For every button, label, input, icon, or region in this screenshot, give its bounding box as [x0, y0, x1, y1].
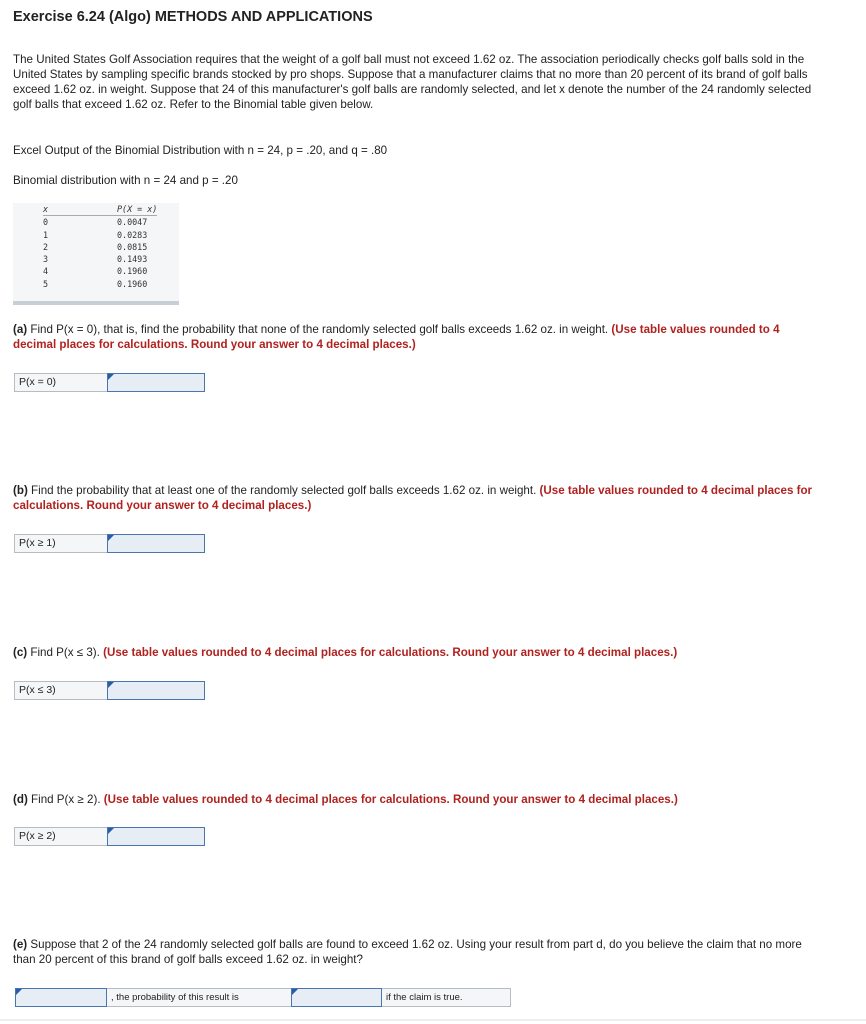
col-p-header: P(X = x) — [117, 204, 158, 214]
question-c — [13, 645, 813, 660]
answer-input-b[interactable] — [107, 534, 205, 553]
answer-e-end-text: if the claim is true. — [382, 988, 511, 1007]
table-row — [43, 278, 157, 290]
answer-label-b: P(x ≥ 1) — [14, 534, 107, 553]
answer-row-e — [15, 988, 511, 1007]
answer-label-d: P(x ≥ 2) — [14, 827, 107, 846]
table-row — [43, 253, 157, 265]
table-row — [43, 216, 157, 229]
select-flag-icon — [292, 989, 298, 995]
question-text: Find P(x ≥ 2). — [27, 793, 104, 806]
question-text: Find the probability that at least one of the randomly selected golf balls exceeds 1.62 oz. in weight. — [27, 484, 540, 497]
answer-row-b — [14, 534, 205, 553]
answer-row-d — [14, 827, 205, 846]
question-text: Find P(x = 0), that is, find the probability that none of the randomly selected golf balls exceeds 1.62 oz. in weight. — [27, 323, 612, 336]
cell-x: 5 — [43, 278, 49, 289]
question-label: (d) — [13, 793, 28, 806]
cell-p: 0.0815 — [117, 241, 148, 252]
question-instruction: (Use table values rounded to 4 decimal places for calculations. Round your answer to 4 decimal places.) — [13, 323, 780, 351]
binomial-distribution-line: Binomial distribution with n = 24 and p = .20 — [13, 174, 238, 187]
input-flag-icon — [108, 682, 114, 688]
input-flag-icon — [108, 535, 114, 541]
table-header-row — [43, 203, 157, 216]
col-x-header: x — [43, 203, 117, 216]
answer-select-e-2[interactable] — [291, 988, 382, 1007]
answer-e-mid-text: , the probability of this result is — [107, 988, 291, 1007]
cell-p: 0.0047 — [117, 217, 148, 228]
cell-p: 0.1960 — [117, 266, 148, 277]
question-a — [13, 322, 813, 352]
page-title: Exercise 6.24 (Algo) METHODS AND APPLICATIONS — [13, 9, 373, 25]
question-instruction: (Use table values rounded to 4 decimal places for calculations. Round your answer to 4 decimal places.) — [13, 484, 813, 512]
question-text: Suppose that 2 of the 24 randomly selected golf balls are found to exceed 1.62 oz. Using your result from part d, do you believe the claim that no more than 20 percent of this brand of golf balls exceed 1.62 oz. in weight? — [13, 938, 802, 966]
question-d — [13, 792, 813, 807]
question-label: (b) — [13, 484, 28, 497]
answer-label-a: P(x = 0) — [14, 373, 107, 392]
cell-p: 0.1493 — [117, 254, 148, 265]
answer-label-c: P(x ≤ 3) — [14, 681, 107, 700]
table-row — [43, 265, 157, 277]
binomial-table — [13, 203, 179, 305]
question-b — [13, 483, 813, 513]
select-flag-icon — [16, 989, 22, 995]
answer-row-c — [14, 681, 205, 700]
answer-select-e-1[interactable] — [15, 988, 107, 1007]
input-flag-icon — [108, 374, 114, 380]
cell-x: 0 — [43, 217, 49, 228]
page-bottom-divider — [0, 1019, 866, 1021]
question-instruction: (Use table values rounded to 4 decimal places for calculations. Round your answer to 4 decimal places.) — [103, 646, 678, 659]
cell-x: 2 — [43, 241, 49, 252]
table-row — [43, 241, 157, 253]
answer-row-a — [14, 373, 205, 392]
question-label: (a) — [13, 323, 28, 336]
question-instruction: (Use table values rounded to 4 decimal places for calculations. Round your answer to 4 decimal places.) — [103, 793, 678, 806]
table-row — [43, 229, 157, 241]
input-flag-icon — [108, 828, 114, 834]
cell-p: 0.1960 — [117, 278, 148, 289]
cell-x: 3 — [43, 254, 49, 265]
problem-intro: The United States Golf Association requires that the weight of a golf ball must not exceed 1.62 oz. The association periodically checks golf balls sold in the United States by sampling specific brands stocked by pro shops. Suppose that a manufacturer claims that no more than 20 percent of its brand of golf balls exceed 1.62 oz. in weight. Suppose that 24 of this manufacturer's golf balls are randomly selected, and let x denote the number of the 24 randomly selected golf balls that exceed 1.62 oz. Refer to the Binomial table given below. — [13, 53, 812, 111]
question-label: (e) — [13, 938, 28, 951]
answer-input-a[interactable] — [107, 373, 205, 392]
question-text: Find P(x ≤ 3). — [27, 646, 104, 659]
cell-x: 4 — [43, 266, 49, 277]
question-label: (c) — [13, 646, 28, 659]
excel-output-line: Excel Output of the Binomial Distribution with n = 24, p = .20, and q = .80 — [13, 144, 388, 157]
answer-input-c[interactable] — [107, 681, 205, 700]
cell-x: 1 — [43, 229, 49, 240]
cell-p: 0.0283 — [117, 229, 148, 240]
question-e — [13, 937, 803, 967]
answer-input-d[interactable] — [107, 827, 205, 846]
